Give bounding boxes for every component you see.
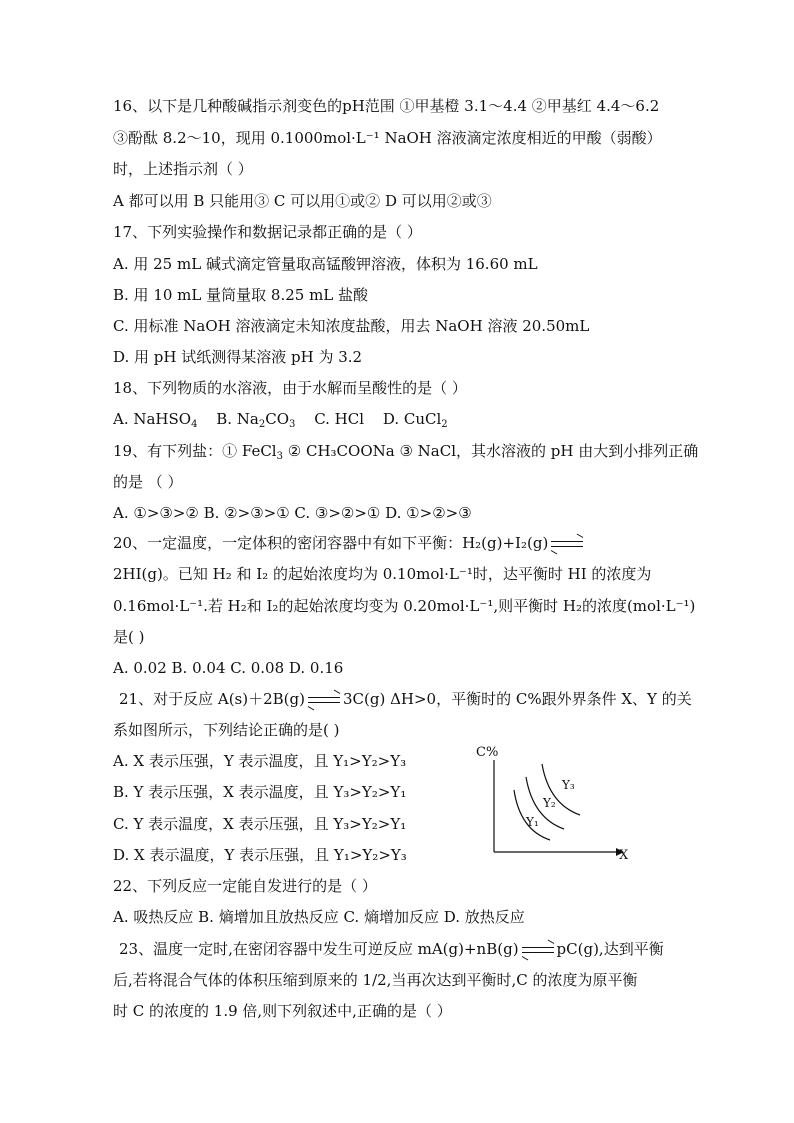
q18-stem: 18、下列物质的水溶液，由于水解而呈酸性的是（ ） — [113, 379, 467, 397]
curve-label-y1: Y₁ — [526, 815, 539, 829]
q19-options: A. ①>③>② B. ②>③>① C. ③>②>① D. ①>②>③ — [113, 504, 472, 522]
q16-options: A 都可以用 B 只能用③ C 可以用①或② D 可以用②或③ — [113, 192, 492, 210]
q18-a-subscript: 4 — [191, 419, 198, 430]
q18-b-subscript1: 2 — [258, 419, 266, 430]
q21-line1-part2: 3C(g) ΔH>0，平衡时的 C%跟外界条件 X、Y 的关 — [342, 690, 692, 708]
q21-line2: 系如图所示，下列结论正确的是( ) — [113, 721, 340, 739]
q23-line1-part2: pC(g),达到平衡 — [556, 940, 664, 958]
q21-line1 — [119, 689, 692, 709]
q20-options: A. 0.02 B. 0.04 C. 0.08 D. 0.16 — [113, 659, 344, 677]
q16-line3: 时，上述指示剂（ ） — [113, 160, 253, 178]
q19-line1-part2: ② CH₃COONa ③ NaCl，其水溶液的 pH 由大到小排列正确 — [282, 442, 699, 460]
q20-line1 — [113, 533, 586, 553]
q17-option-d: D. 用 pH 试纸测得某溶液 pH 为 3.2 — [113, 348, 363, 366]
q23-line1 — [119, 939, 664, 959]
q17-stem: 17、下列实验操作和数据记录都正确的是（ ） — [113, 223, 422, 241]
q22-options: A. 吸热反应 B. 熵增加且放热反应 C. 熵增加反应 D. 放热反应 — [113, 908, 525, 926]
q19-line2: 的是 （ ） — [113, 473, 183, 491]
equilibrium-arrow-icon — [551, 538, 583, 550]
q18-option-d: D. CuCl — [382, 410, 442, 428]
q17-option-b: B. 用 10 mL 量筒量取 8.25 mL 盐酸 — [113, 286, 369, 304]
equilibrium-arrow-icon — [522, 944, 554, 956]
q21-option-a: A. X 表示压强，Y 表示温度，且 Y₁>Y₂>Y₃ — [113, 752, 407, 770]
q19-subscript: 3 — [276, 451, 283, 462]
q16-line1: 16、以下是几种酸碱指示剂变色的pH范围 ①甲基橙 3.1～4.4 ②甲基红 4.4～6.2 — [113, 97, 660, 115]
q20-line4: 是( ) — [113, 628, 145, 646]
q21-option-c: C. Y 表示温度，X 表示压强，且 Y₃>Y₂>Y₁ — [113, 815, 407, 833]
q17-option-a: A. 用 25 mL 碱式滴定管量取高锰酸钾溶液，体积为 16.60 mL — [113, 255, 538, 273]
q18-option-b: B. Na — [216, 410, 259, 428]
q21-graph — [466, 742, 636, 864]
curve-label-y3: Y₃ — [562, 778, 575, 792]
q23-line3: 时 C 的浓度的 1.9 倍,则下列叙述中,正确的是（ ） — [113, 1002, 452, 1020]
q22-stem: 22、下列反应一定能自发进行的是（ ） — [113, 877, 377, 895]
q23-line2: 后,若将混合气体的体积压缩到原来的 1/2,当再次达到平衡时,C 的浓度为原平衡 — [113, 971, 638, 989]
graph-ylabel: C% — [476, 745, 499, 760]
q18-option-c: C. HCl — [314, 410, 365, 428]
q19-line1-part1: 19、有下列盐：① FeCl — [113, 442, 277, 460]
q20-line3: 0.16mol·L⁻¹.若 H₂和 I₂的起始浓度均变为 0.20mol·L⁻¹,则平衡时 H₂的浓度(mol·L⁻¹) — [113, 597, 696, 615]
q20-line2: 2HI(g)。已知 H₂ 和 I₂ 的起始浓度均为 0.10mol·L⁻¹时，达平衡时 HI 的浓度为 — [113, 565, 652, 583]
q18-b-mid: CO — [265, 410, 290, 428]
q21-option-b: B. Y 表示压强，X 表示温度，且 Y₃>Y₂>Y₁ — [113, 783, 407, 801]
q20-line1-text: 20、一定温度，一定体积的密闭容器中有如下平衡：H₂(g)+I₂(g) — [113, 534, 549, 552]
q18-b-subscript2: 3 — [289, 419, 296, 430]
q21-line1-part1: 21、对于反应 A(s)＋2B(g) — [119, 690, 305, 708]
equilibrium-arrow-icon — [308, 694, 340, 706]
q18-option-a: A. NaHSO — [113, 410, 192, 428]
graph-xlabel: X — [619, 848, 629, 863]
q23-line1-part1: 23、温度一定时,在密闭容器中发生可逆反应 mA(g)+nB(g) — [119, 940, 519, 958]
curve-label-y2: Y₂ — [543, 796, 556, 810]
q18-d-subscript: 2 — [441, 419, 448, 430]
q19-line1 — [113, 441, 698, 461]
q16-line2: ③酚酞 8.2～10，现用 0.1000mol·L⁻¹ NaOH 溶液滴定浓度相近的甲酸（弱酸） — [113, 129, 662, 147]
q17-option-c: C. 用标准 NaOH 溶液滴定未知浓度盐酸，用去 NaOH 溶液 20.50mL — [113, 317, 590, 335]
q21-option-d: D. X 表示温度，Y 表示压强，且 Y₁>Y₂>Y₃ — [113, 846, 407, 864]
q18-options — [113, 409, 448, 429]
